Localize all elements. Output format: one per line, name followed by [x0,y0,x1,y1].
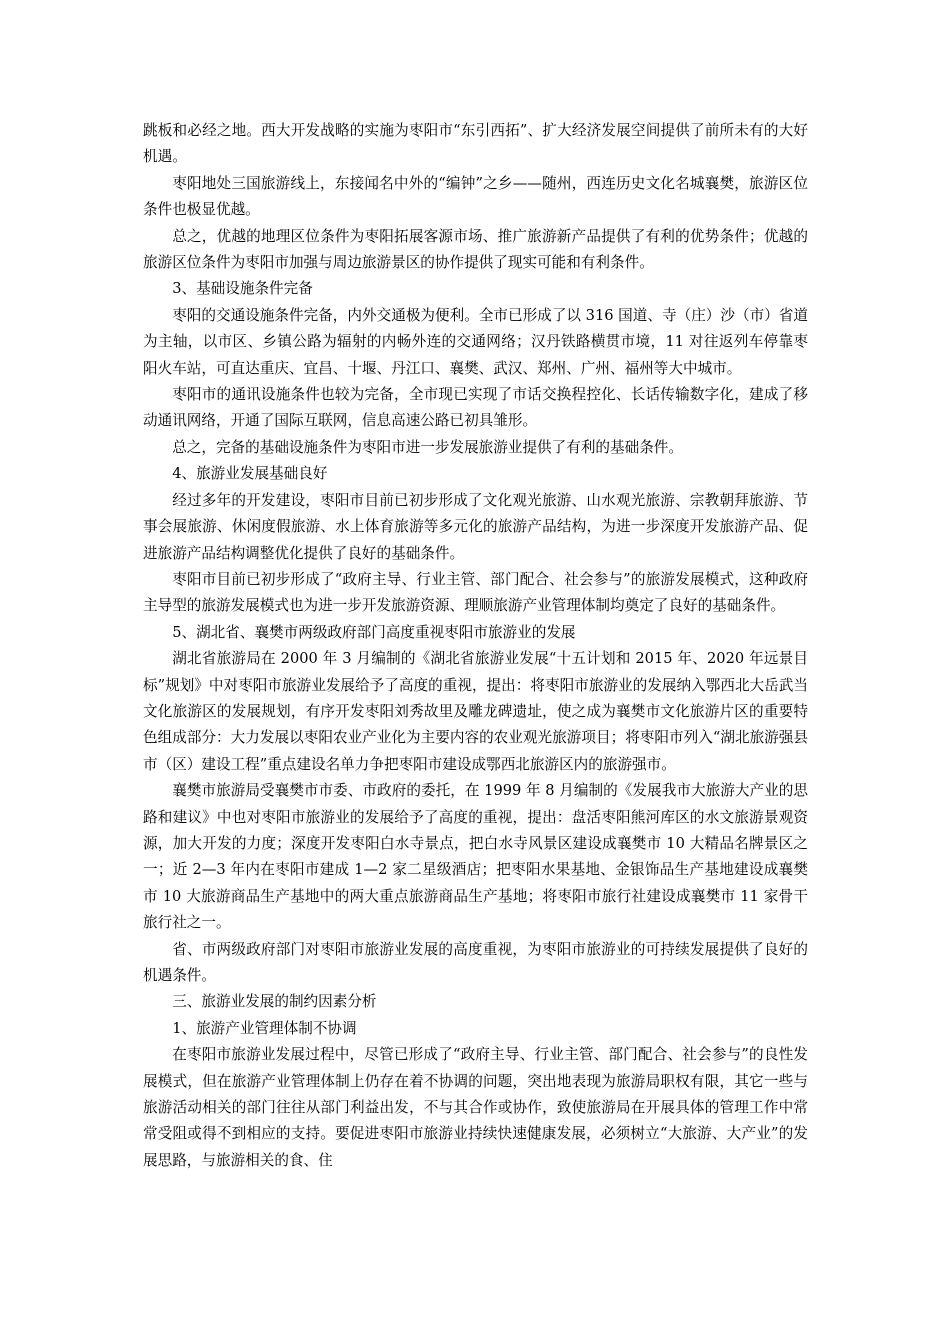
document-page [143,118,808,1174]
paragraph: 在枣阳市旅游业发展过程中，尽管已形成了“政府主导、行业主管、部门配合、社会参与”的良性发展模式，但在旅游产业管理体制上仍存在着不协调的问题，突出地表现为旅游局职权有限，其它一些与旅游活动相关的部门往往从部门利益出发，不与其合作或协作，致使旅游局在开展具体的管理工作中常常受阻或得不到相应的支持。要促进枣阳市旅游业持续快速健康发展，必须树立“大旅游、大产业”的发展思路，与旅游相关的食、住 [143,1046,808,1169]
paragraph: 襄樊市旅游局受襄樊市市委、市政府的委托，在 1999 年 8 月编制的《发展我市大旅游大产业的思路和建议》中也对枣阳市旅游业的发展给予了高度的重视，提出：盘活枣阳熊河库区的水文旅游景观资源，加大开发的力度；深度开发枣阳白水寺景点，把白水寺风景区建设成襄樊市 10 大精品名牌景区之一；近 2—3 年内在枣阳市建成 1—2 家二星级酒店；把枣阳水果基地、金银饰品生产基地建设成襄樊市 10 大旅游商品生产基地中的两大重点旅游商品生产基地；将枣阳市旅行社建设成襄樊市 11 家骨干旅行社之一。 [143,782,808,932]
paragraph: 枣阳市的通讯设施条件也较为完备，全市现已实现了市话交换程控化、长话传输数字化，建成了移动通讯网络，开通了国际互联网，信息高速公路已初具雏形。 [143,386,808,430]
chapter-heading: 三、旅游业发展的制约因素分析 [172,993,377,1011]
paragraph: 经过多年的开发建设，枣阳市目前已初步形成了文化观光旅游、山水观光旅游、宗教朝拜旅游、节事会展旅游、休闲度假旅游、水上体育旅游等多元化的旅游产品结构，为进一步深度开发旅游产品、促进旅游产品结构调整优化提供了良好的基础条件。 [143,491,808,562]
paragraph: 跳板和必经之地。西大开发战略的实施为枣阳市“东引西拓”、扩大经济发展空间提供了前所未有的大好机遇。 [143,122,808,166]
paragraph: 湖北省旅游局在 2000 年 3 月编制的《湖北省旅游业发展“十五计划和 2015 年、2020 年远景目标”规划》中对枣阳市旅游业发展给予了高度的重视，提出：将枣阳市旅游业的发展纳入鄂西北大岳武当文化旅游区的发展规划，有序开发枣阳刘秀故里及雕龙碑遗址，使之成为襄樊市文化旅游片区的重要特色组成部分：大力发展以枣阳农业产业化为主要内容的农业观光旅游项目；将枣阳市列入“湖北旅游强县市（区）建设工程”重点建设名单力争把枣阳市建设成鄂西北旅游区内的旅游强市。 [143,650,808,773]
paragraph: 枣阳地处三国旅游线上，东接闻名中外的“编钟”之乡——随州，西连历史文化名城襄樊，旅游区位条件也极显优越。 [143,174,808,219]
section-heading: 1、旅游产业管理体制不协调 [172,1019,357,1037]
paragraph: 总之，完备的基础设施条件为枣阳市进一步发展旅游业提供了有利的基础条件。 [172,438,683,456]
section-heading: 4、旅游业发展基础良好 [172,465,328,483]
paragraph: 省、市两级政府部门对枣阳市旅游业发展的高度重视，为枣阳市旅游业的可持续发展提供了良好的机遇条件。 [143,940,808,984]
paragraph: 枣阳的交通设施条件完备，内外交通极为便利。全市已形成了以 316 国道、寺（庄）沙（市）省道为主轴，以市区、乡镇公路为辐射的内畅外连的交通网络；汉丹铁路横贯市境，11 对往返列车停靠枣阳火车站，可直达重庆、宜昌、十堰、丹江口、襄樊、武汉、郑州、广州、福州等大中城市。 [143,306,808,377]
paragraph: 总之，优越的地理区位条件为枣阳拓展客源市场、推广旅游新产品提供了有利的优势条件；优越的旅游区位条件为枣阳市加强与周边旅游景区的协作提供了现实可能和有利条件。 [143,227,808,272]
section-heading: 5、湖北省、襄樊市两级政府部门高度重视枣阳市旅游业的发展 [172,623,576,641]
paragraph: 枣阳市目前已初步形成了“政府主导、行业主管、部门配合、社会参与”的旅游发展模式，这种政府主导型的旅游发展模式也为进一步开发旅游资源、理顺旅游产业管理体制均奠定了良好的基础条件。 [143,570,808,615]
section-heading: 3、基础设施条件完备 [172,280,313,298]
